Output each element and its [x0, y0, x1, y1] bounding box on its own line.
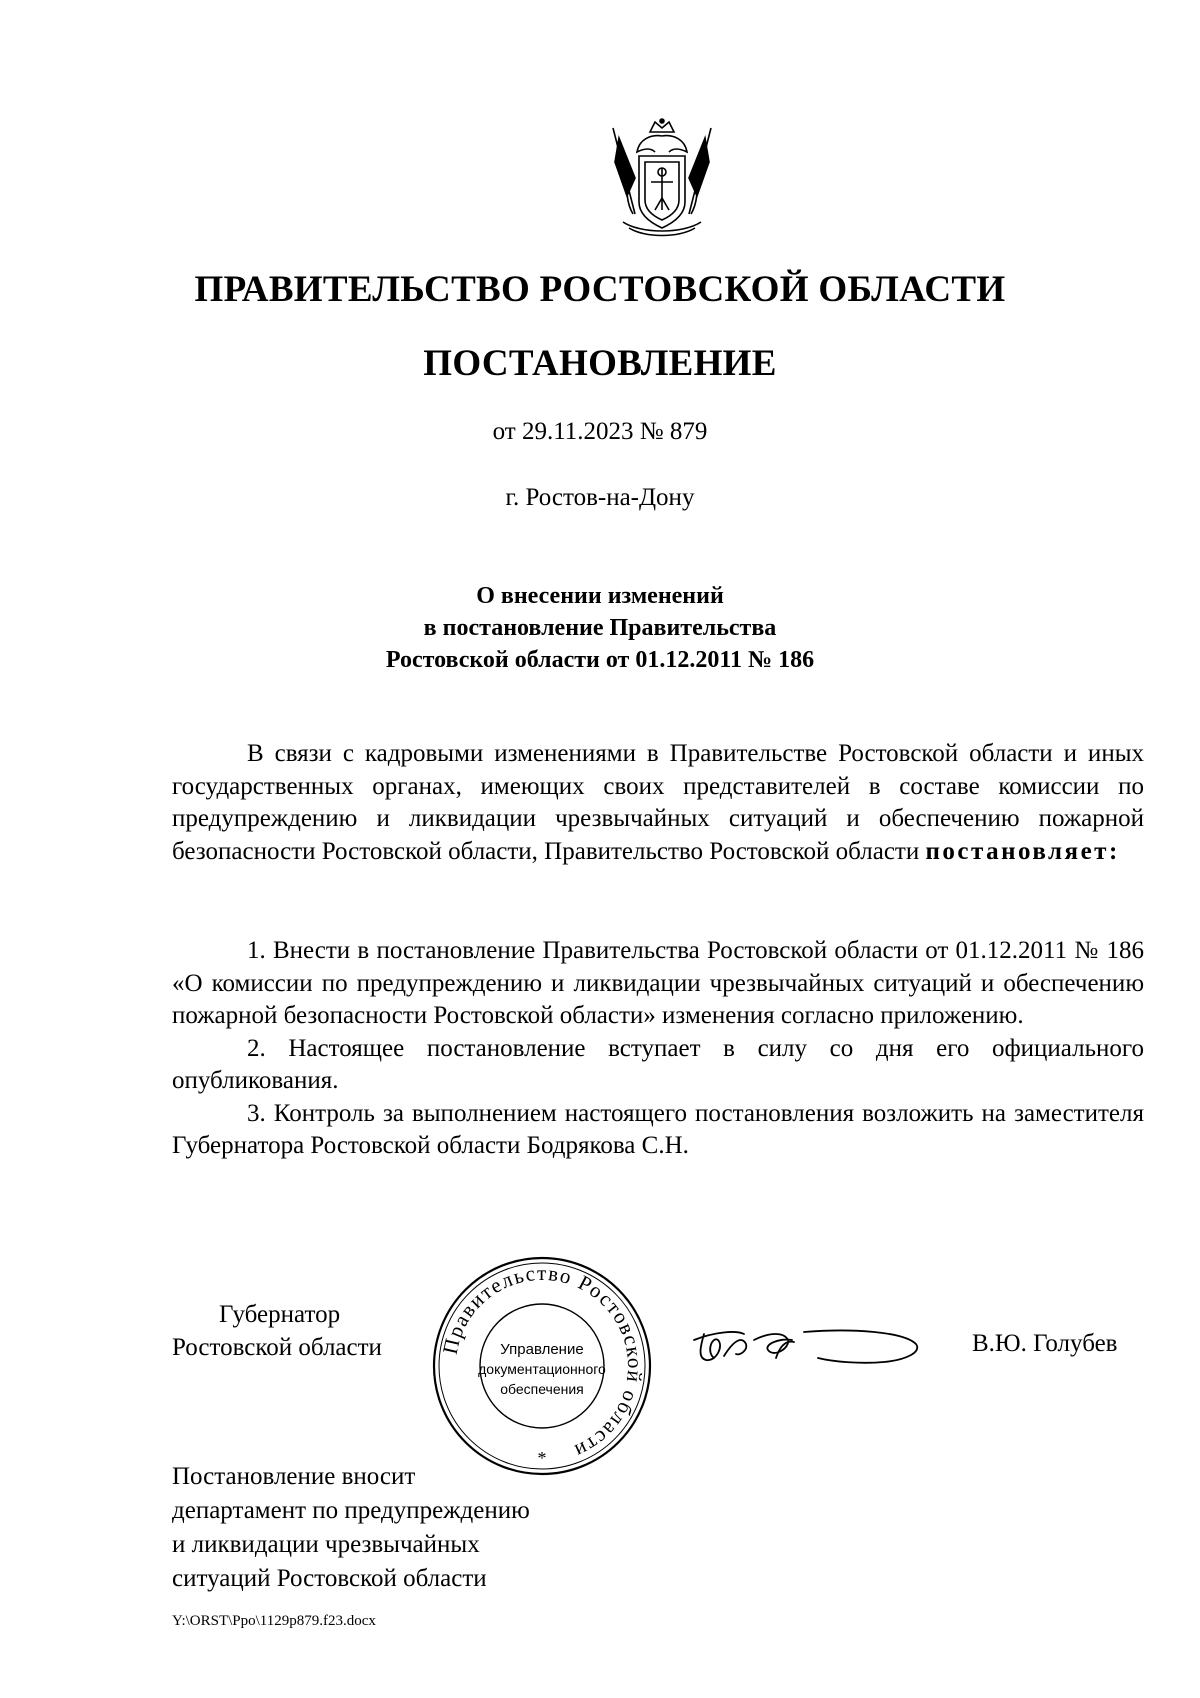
- decree-items: [172, 935, 1144, 1163]
- submitter-line: ситуаций Ростовской области: [172, 1565, 487, 1592]
- signatory-title-line: Губернатор: [219, 1301, 341, 1328]
- signatory-name: В.Ю. Голубев: [972, 1330, 1118, 1357]
- coat-of-arms-icon: [605, 118, 720, 238]
- organization-name: ПРАВИТЕЛЬСТВО РОСТОВСКОЙ ОБЛАСТИ: [194, 269, 1006, 310]
- document-type: ПОСТАНОВЛЕНИЕ: [423, 343, 777, 384]
- seal-inner-line: обеспечения: [500, 1381, 584, 1397]
- document-city: г. Ростов-на-Дону: [505, 484, 695, 511]
- decree-item: 2. Настоящее постановление вступает в силу со дня его официального опубликования.: [172, 1034, 1144, 1094]
- seal-inner-line: документационного: [478, 1361, 606, 1377]
- signatory-title-line: Ростовской области: [172, 1334, 382, 1361]
- decree-item: 1. Внести в постановление Правительства Ростовской области от 01.12.2011 № 186 «О комиссии по предупреждению и ликвидации чрезвычайных ситуаций и обеспечению пожарной безопасности Ростовской области» изменения согласно приложению.: [172, 937, 1144, 1029]
- decree-item: 3. Контроль за выполнением настоящего постановления возложить на заместителя Губернатора Ростовской области Бодрякова С.Н.: [172, 1099, 1144, 1159]
- preamble-paragraph: [172, 738, 1144, 868]
- handwritten-signature-icon: [684, 1310, 934, 1390]
- title-line: в постановление Правительства: [423, 615, 777, 641]
- seal-outer-text: Правительство Ростовской области: [437, 1260, 648, 1465]
- official-seal-stamp: [430, 1254, 654, 1478]
- submitter-line: и ликвидации чрезвычайных: [172, 1531, 480, 1558]
- submitter-note: [172, 1460, 530, 1596]
- preamble-text: В связи с кадровыми изменениями в Правительстве Ростовской области и иных государственных органах, имеющих своих представителей в составе комиссии по предупреждению и ликвидации чрезвычайных ситуаций и обеспечению пожарной безопасности Ростовской области, Правительство Ростовской области: [172, 740, 1144, 865]
- document-date-number: от 29.11.2023 № 879: [492, 418, 708, 445]
- document-title: [0, 580, 1200, 676]
- signatory-title: [172, 1298, 382, 1364]
- title-line: О внесении изменений: [476, 583, 724, 609]
- decree-word: постановляет:: [925, 837, 1120, 865]
- seal-star: *: [537, 1448, 547, 1468]
- file-path-footer: Y:\ORST\Ppo\1129p879.f23.docx: [172, 1613, 376, 1629]
- submitter-line: Постановление вносит: [172, 1463, 416, 1490]
- seal-inner-line: Управление: [500, 1341, 584, 1358]
- title-line: Ростовской области от 01.12.2011 № 186: [385, 647, 815, 673]
- submitter-line: департамент по предупреждению: [172, 1497, 530, 1524]
